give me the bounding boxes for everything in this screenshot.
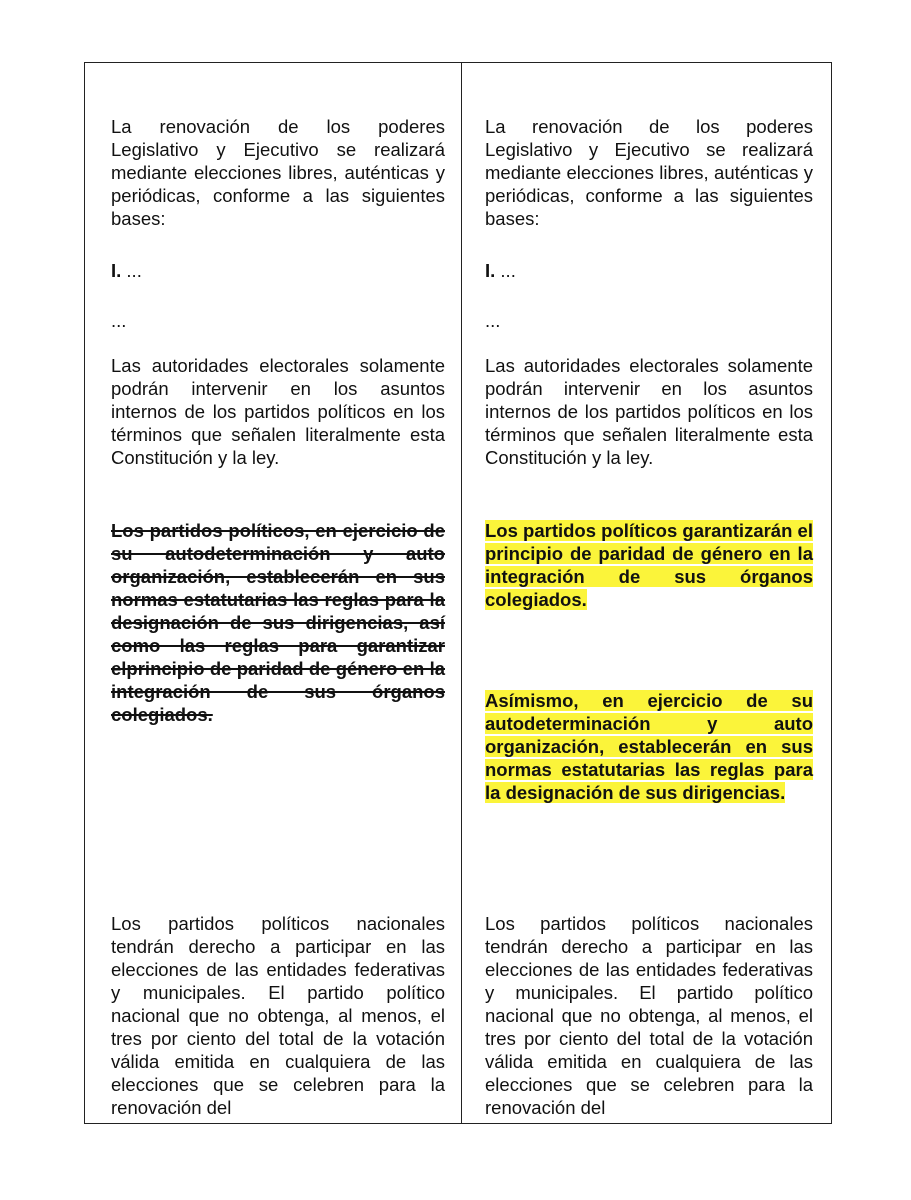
added-parity-paragraph xyxy=(485,519,813,611)
authorities-paragraph: Las autoridades electorales solamente podrán intervenir en los asuntos internos de los partidos políticos en los términos que señalen literalmente esta Constitución y la ley. xyxy=(111,355,445,468)
fraction-ellipsis: ... xyxy=(126,260,142,281)
fraction-label: I. xyxy=(485,260,496,281)
current-text-column xyxy=(111,63,445,1123)
fraction-marker xyxy=(111,259,142,282)
highlighted-text: Los partidos políticos garantizarán el principio de paridad de género en la integración de sus órganos colegiados. xyxy=(485,520,813,610)
reform-text-column xyxy=(485,63,813,1123)
omission-marker: ... xyxy=(111,310,127,331)
national-parties-paragraph: Los partidos políticos nacionales tendrán derecho a participar en las elecciones de las entidades federativas y municipales. El partido político nacional que no obtenga, al menos, el tres por ciento del total de la votación válida emitida en cualquiera de las elecciones que se celebren para la renovación del xyxy=(485,913,813,1118)
deleted-paragraph: Los partidos políticos, en ejercicio de su autodeterminación y auto organización, establecerán en sus normas estatutarias las reglas para la designación de sus dirigencias, así como las reglas para garantizar elprincipio de paridad de género en la integración de sus órganos colegiados. xyxy=(111,520,445,725)
intro-paragraph: La renovación de los poderes Legislativo y Ejecutivo se realizará mediante elecciones libres, auténticas y periódicas, conforme a las siguientes bases: xyxy=(485,116,813,229)
national-parties-paragraph: Los partidos políticos nacionales tendrán derecho a participar en las elecciones de las entidades federativas y municipales. El partido político nacional que no obtenga, al menos, el tres por ciento del total de la votación válida emitida en cualquiera de las elecciones que se celebren para la renovación del xyxy=(111,913,445,1118)
fraction-ellipsis: ... xyxy=(500,260,516,281)
fraction-label: I. xyxy=(111,260,122,281)
added-autonomy-paragraph xyxy=(485,689,813,804)
intro-paragraph: La renovación de los poderes Legislativo y Ejecutivo se realizará mediante elecciones libres, auténticas y periódicas, conforme a las siguientes bases: xyxy=(111,116,445,229)
fraction-marker xyxy=(485,259,516,282)
omission-marker: ... xyxy=(485,310,501,331)
comparison-table xyxy=(84,62,832,1124)
column-divider xyxy=(461,63,462,1123)
authorities-paragraph: Las autoridades electorales solamente podrán intervenir en los asuntos internos de los partidos políticos en los términos que señalen literalmente esta Constitución y la ley. xyxy=(485,355,813,468)
highlighted-text: Asímismo, en ejercicio de su autodeterminación y auto organización, establecerán en sus normas estatutarias las reglas para la designación de sus dirigencias. xyxy=(485,690,813,803)
